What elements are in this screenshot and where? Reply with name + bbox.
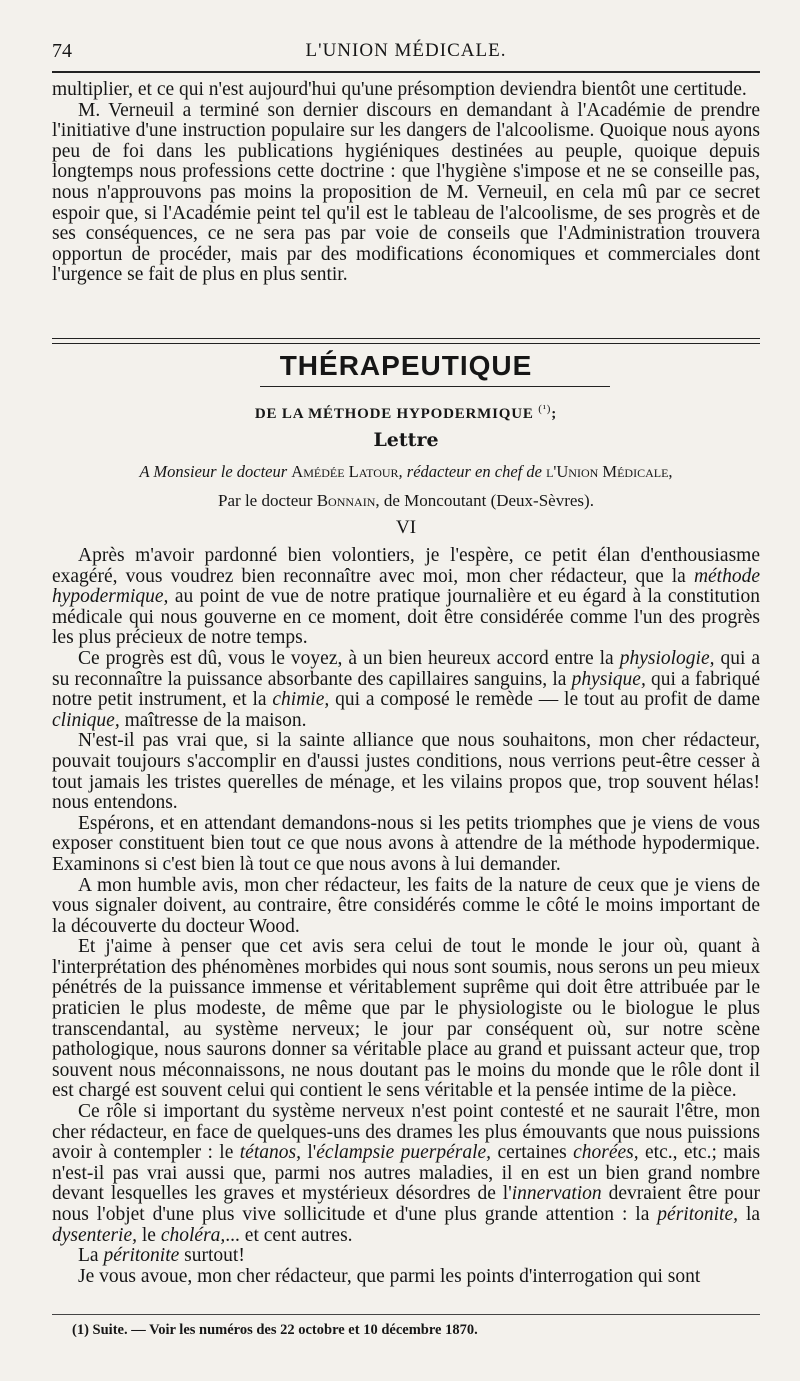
body-paragraph: Après m'avoir pardonné bien volontiers, je l'espère, ce petit élan d'enthousiasme exagéré, vous voudrez bien reconnaître avec moi, mon cher rédacteur, que la méthode hypodermique, au point de vue de notre pratique journalière et eu égard à la constitution médicale qui nous gouverne en ce moment, doit être considérée comme l'un des progrès les plus précieux de notre temps. bbox=[52, 545, 761, 649]
section-separator bbox=[52, 338, 760, 344]
lettre-heading: Lettre bbox=[373, 429, 439, 451]
body-paragraph: A mon humble avis, mon cher rédacteur, les faits de la nature de ceux que je viens de vous signaler doivent, au contraire, être considérés comme le côté le moins important de la découverte du docteur Wood. bbox=[52, 874, 760, 937]
intro-paragraph-2: M. Verneuil a terminé son dernier discours en demandant à l'Académie de prendre l'initiative d'une instruction populaire sur les dangers de l'alcoolisme. Quoique nous ayons peu de foi dans les publications hygiéniques destinées au peuple, quoique depuis longtemps nous professions cette doctrine : que l'hygiène s'impose et ne se conseille pas, nous n'approuvons pas moins la proposition de M. Verneuil, en cela mû par ce secret espoir que, si l'Académie peint tel qu'il est le tableau de l'alcoolisme, de ses progrès et de ses conséquences, ce ne sera pas par voie de conseils que l'Administration trouvera opportun de procéder, mais par des modifications économiques et commerciales dont l'urgence se fait de plus en plus sentir. bbox=[52, 99, 760, 286]
part-number: VI bbox=[395, 517, 417, 538]
header-rule bbox=[52, 71, 760, 73]
intro-text bbox=[52, 80, 760, 286]
journal-title: L'UNION MÉDICALE. bbox=[305, 40, 507, 61]
addressee-line: A Monsieur le docteur Amédée Latour, rédacteur en chef de l'Union Médicale, bbox=[139, 462, 673, 481]
article-subtitle: DE LA MÉTHODE HYPODERMIQUE $^{(^1)}$; bbox=[254, 403, 558, 422]
footnote: (1) Suite. — Voir les numéros des 22 octobre et 10 décembre 1870. bbox=[72, 1322, 478, 1338]
body-paragraph: N'est-il pas vrai que, si la sainte alliance que nous souhaitons, mon cher rédacteur, pouvait toujours s'accomplir en d'aussi justes conditions, nous verrions peut-être cesser à tout jamais les tristes querelles de ménage, et les vilains propos que, trop souvent hélas! nous entendons. bbox=[52, 730, 760, 814]
body-paragraph: Et j'aime à penser que cet avis sera celui de tout le monde le jour où, quant à l'interprétation des phénomènes morbides qui nous sont soumis, nous serons un peu mieux pénétrés de la puissance immense et véritablement suprême qui doit être attribuée par le praticien le plus modeste, de même que par le physiologiste ou le biologue le plus transcendantal, au système nerveux; le jour par conséquent où, sur notre scène pathologique, nous saurons donner sa véritable place au grand et puissant acteur que, trop souvent nous méconnaissons, ne nous doutant pas le moins du monde que le rôle dont il est chargé est souvent celui qui contient le sens véritable et la pensée intime de la pièce. bbox=[52, 936, 760, 1102]
footnote-reference: (¹) bbox=[538, 403, 552, 415]
running-header bbox=[52, 36, 760, 64]
article-body bbox=[52, 546, 760, 1287]
body-paragraph: Ce rôle si important du système nerveux n'est point contesté et ne saurait l'être, mon cher rédacteur, en face de quelques-uns des drames les plus émouvants que nous puissions avoir à contempler : le tétanos, l'éclampsie puerpérale, certaines chorées, etc., etc.; mais n'est-il pas vrai aussi que, parmi nos autres maladies, il en est un bien grand nombre devant lesquelles les graves et mystérieux désordres de l'innervation devraient être pour nous l'objet d'une plus vive sollicitude et d'une plus grande attention : la péritonite, la dysenterie, le choléra,... et cent autres. bbox=[52, 1101, 761, 1246]
footnote-rule bbox=[52, 1314, 760, 1315]
page-number: 74 bbox=[52, 40, 72, 62]
body-paragraph: Ce progrès est dû, vous le voyez, à un bien heureux accord entre la physiologie, qui a su reconnaître la puissance absorbante des capillaires sanguins, la physique, qui a fabriqué notre petit instrument, et la chimie, qui a composé le remède — le tout au profit de dame clinique, maîtresse de la maison. bbox=[52, 647, 761, 731]
body-paragraph: Espérons, et en attendant demandons-nous si les petits triomphes que je viens de vous exposer constituent bien tout ce que nous avons à attendre de la méthode hypodermique. Examinons si c'est bien là tout ce que nous avons à lui demander. bbox=[52, 812, 760, 875]
intro-paragraph-1: multiplier, et ce qui n'est aujourd'hui qu'une présomption deviendra bientôt une certitude. bbox=[52, 79, 747, 100]
body-paragraph: La péritonite surtout! bbox=[78, 1245, 245, 1267]
title-underline bbox=[260, 386, 610, 387]
body-paragraph: Je vous avoue, mon cher rédacteur, que parmi les points d'interrogation qui sont bbox=[78, 1265, 701, 1287]
section-title: THÉRAPEUTIQUE bbox=[279, 350, 533, 381]
author-byline: Par le docteur Bonnain, de Moncoutant (Deux-Sèvres). bbox=[218, 491, 594, 510]
